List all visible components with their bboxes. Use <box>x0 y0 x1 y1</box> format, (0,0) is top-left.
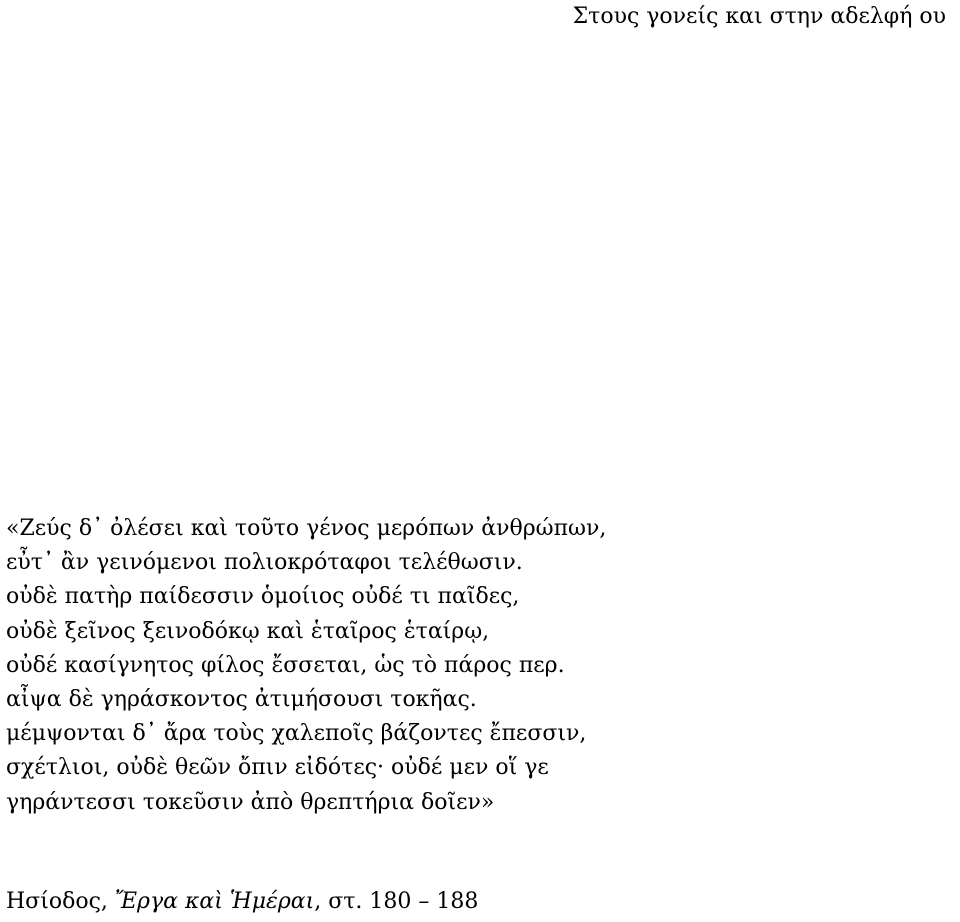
verse-line: εὖτ᾽ ἂν γεινόμενοι πολιοκρόταφοι τελέθωσιν. <box>6 550 523 576</box>
citation-line-range: , στ. 180 – 188 <box>314 889 479 914</box>
citation-work-title: Ἔργα καὶ Ἡμέραι <box>114 889 315 914</box>
citation-author: Ησίοδος, <box>6 889 115 914</box>
dedication: Στους γονείς και στην αδελφή ου <box>572 4 946 29</box>
verse-line: μέμψονται δ᾽ ἄρα τοὺς χαλεποῖς βάζοντες ἔπεσσιν, <box>6 721 587 747</box>
verse-line: οὐδὲ ξεῖνος ξεινοδόκῳ καὶ ἑταῖρος ἑταίρῳ, <box>6 618 490 644</box>
verse-line: οὐδὲ πατὴρ παίδεσσιν ὁμοίιος οὐδέ τι παῖδες, <box>6 584 520 610</box>
verse-line: «Ζεύς δ᾽ ὀλέσει καὶ τοῦτο γένος μερόπων ἀνθρώπων, <box>6 516 607 541</box>
verse-quote <box>6 512 606 820</box>
verse-line: αἶψα δὲ γηράσκοντος ἀτιμήσουσι τοκῆας. <box>6 687 477 713</box>
verse-line: σχέτλιοι, οὐδὲ θεῶν ὄπιν εἰδότες· οὐδέ μεν οἵ γε <box>6 755 549 781</box>
citation <box>6 888 478 916</box>
verse-line: οὐδέ κασίγνητος φίλος ἔσσεται, ὡς τὸ πάρος περ. <box>6 652 565 678</box>
verse-line: γηράντεσσι τοκεῦσιν ἀπὸ θρεπτήρια δοῖεν» <box>6 789 495 815</box>
